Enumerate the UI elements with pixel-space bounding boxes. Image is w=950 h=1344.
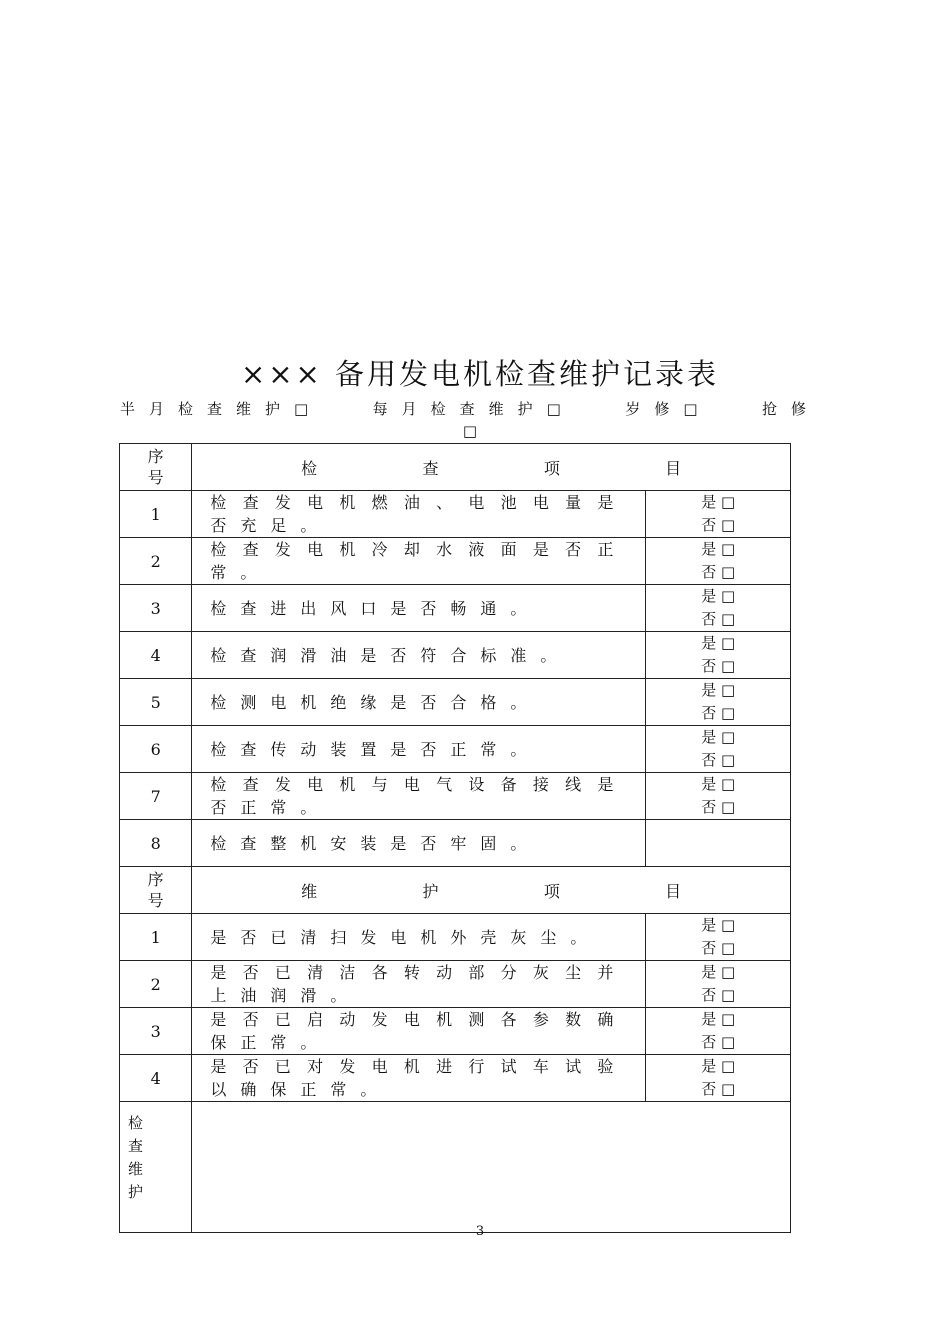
item-text: 检测电机绝缘是否合格。 — [210, 692, 541, 712]
yes-checkbox[interactable]: 是 □ — [701, 1010, 736, 1028]
monthly-option[interactable]: 每月检查维护□ — [372, 400, 575, 418]
item-description — [192, 632, 646, 679]
item-description — [192, 726, 646, 773]
item-description — [192, 1008, 646, 1055]
row-number — [120, 961, 192, 1008]
item-text: 检查整机安装是否牢固。 — [210, 833, 541, 853]
row-number-text: 3 — [150, 1021, 161, 1041]
emergency-repair-checkbox[interactable]: □ — [462, 422, 478, 440]
table-row — [120, 491, 791, 538]
no-checkbox[interactable]: 否 □ — [701, 986, 736, 1004]
item-description — [192, 585, 646, 632]
row-number — [120, 914, 192, 961]
no-checkbox[interactable]: 否 □ — [701, 516, 736, 534]
row-number-text: 2 — [150, 974, 161, 994]
remark-label-cell — [120, 1102, 192, 1233]
item-description — [192, 538, 646, 585]
yes-no-options — [646, 491, 791, 538]
item-text: 检查发电机燃油、电池电量是否充足。 — [210, 493, 628, 535]
remark-label: 检 查 维 护 — [128, 1114, 144, 1201]
table-row — [120, 632, 791, 679]
item-description — [192, 914, 646, 961]
header-words — [301, 879, 681, 902]
row-number — [120, 538, 192, 585]
yes-checkbox[interactable]: 是 □ — [701, 634, 736, 652]
yes-no-options — [646, 538, 791, 585]
inspection-no-header — [120, 444, 192, 491]
header-word: 项 — [543, 881, 560, 901]
row-number-text: 4 — [150, 1068, 161, 1088]
no-checkbox[interactable]: 否 □ — [701, 798, 736, 816]
table-row — [120, 538, 791, 585]
row-number — [120, 491, 192, 538]
item-description — [192, 773, 646, 820]
header-word: 查 — [422, 458, 439, 478]
header-word: 目 — [665, 881, 682, 901]
no-checkbox[interactable]: 否 □ — [701, 657, 736, 675]
table-row — [120, 773, 791, 820]
row-number-text: 3 — [150, 598, 161, 618]
no-header-label: 序 号 — [147, 447, 164, 487]
row-number-text: 8 — [150, 833, 161, 853]
no-checkbox[interactable]: 否 □ — [701, 1080, 736, 1098]
inspection-type-options — [120, 398, 820, 446]
yes-no-options — [646, 726, 791, 773]
yes-no-options — [646, 773, 791, 820]
no-checkbox[interactable]: 否 □ — [701, 610, 736, 628]
row-number — [120, 1055, 192, 1102]
half-month-option[interactable]: 半月检查维护□ — [120, 400, 323, 418]
header-word: 护 — [422, 881, 439, 901]
table-row — [120, 679, 791, 726]
form-title: ××× 备用发电机检查维护记录表 — [240, 357, 720, 391]
record-table — [119, 443, 791, 1233]
yes-checkbox[interactable]: 是 □ — [701, 916, 736, 934]
item-description — [192, 1055, 646, 1102]
yes-no-options — [646, 632, 791, 679]
yes-no-options — [646, 914, 791, 961]
item-description — [192, 820, 646, 867]
yes-checkbox[interactable]: 是 □ — [701, 775, 736, 793]
header-word: 目 — [665, 458, 682, 478]
no-checkbox[interactable]: 否 □ — [701, 704, 736, 722]
row-number-text: 2 — [150, 551, 161, 571]
row-number — [120, 679, 192, 726]
yes-no-options — [646, 961, 791, 1008]
no-checkbox[interactable]: 否 □ — [701, 751, 736, 769]
yes-checkbox[interactable]: 是 □ — [701, 681, 736, 699]
row-number — [120, 632, 192, 679]
item-text: 是否已清洁各转动部分灰尘并上油润滑。 — [210, 963, 628, 1005]
item-text: 检查发电机冷却水液面是否正常。 — [210, 540, 628, 582]
item-text: 检查润滑油是否符合标准。 — [210, 645, 571, 665]
item-text: 是否已启动发电机测各参数确保正常。 — [210, 1010, 628, 1052]
page-number: 3 — [475, 1224, 485, 1239]
item-description — [192, 491, 646, 538]
yes-checkbox[interactable]: 是 □ — [701, 493, 736, 511]
item-description — [192, 679, 646, 726]
no-checkbox[interactable]: 否 □ — [701, 1033, 736, 1051]
header-words — [301, 456, 681, 479]
no-checkbox[interactable]: 否 □ — [701, 939, 736, 957]
yes-checkbox[interactable]: 是 □ — [701, 587, 736, 605]
item-text: 是否已对发电机进行试车试验以确保正常。 — [210, 1057, 628, 1099]
table-row — [120, 726, 791, 773]
yes-no-options — [646, 820, 791, 867]
row-number-text: 1 — [150, 504, 161, 524]
row-number — [120, 773, 192, 820]
no-checkbox[interactable]: 否 □ — [701, 563, 736, 581]
table-row — [120, 820, 791, 867]
row-number — [120, 585, 192, 632]
yes-no-options — [646, 679, 791, 726]
row-number-text: 7 — [150, 786, 161, 806]
yes-checkbox[interactable]: 是 □ — [701, 1057, 736, 1075]
no-header-label: 序 号 — [147, 870, 164, 910]
maintenance-header — [192, 867, 791, 914]
table-row — [120, 1008, 791, 1055]
item-text: 检查进出风口是否畅通。 — [210, 598, 541, 618]
row-number-text: 6 — [150, 739, 161, 759]
header-word: 项 — [543, 458, 560, 478]
yes-checkbox[interactable]: 是 □ — [701, 963, 736, 981]
row-number-text: 5 — [150, 692, 161, 712]
header-word: 维 — [301, 881, 318, 901]
yes-no-options — [646, 585, 791, 632]
row-number — [120, 1008, 192, 1055]
table-row — [120, 1055, 791, 1102]
yes-checkbox[interactable]: 是 □ — [701, 540, 736, 558]
table-row — [120, 961, 791, 1008]
table-row — [120, 914, 791, 961]
inspection-header — [192, 444, 791, 491]
item-text: 检查发电机与电气设备接线是否正常。 — [210, 775, 628, 817]
item-text: 检查传动装置是否正常。 — [210, 739, 541, 759]
emergency-repair-label: 抢修 — [761, 400, 820, 418]
remark-input-area[interactable] — [192, 1102, 791, 1233]
yes-no-options — [646, 1055, 791, 1102]
yes-no-options — [646, 1008, 791, 1055]
row-number — [120, 726, 192, 773]
header-word: 检 — [301, 458, 318, 478]
table-row — [120, 585, 791, 632]
row-number-text: 1 — [150, 927, 161, 947]
maintenance-no-header — [120, 867, 192, 914]
row-number-text: 4 — [150, 645, 161, 665]
annual-repair-option[interactable]: 岁修□ — [625, 400, 712, 418]
row-number — [120, 820, 192, 867]
item-text: 是否已清扫发电机外壳灰尘。 — [210, 927, 601, 947]
yes-checkbox[interactable]: 是 □ — [701, 728, 736, 746]
item-description — [192, 961, 646, 1008]
